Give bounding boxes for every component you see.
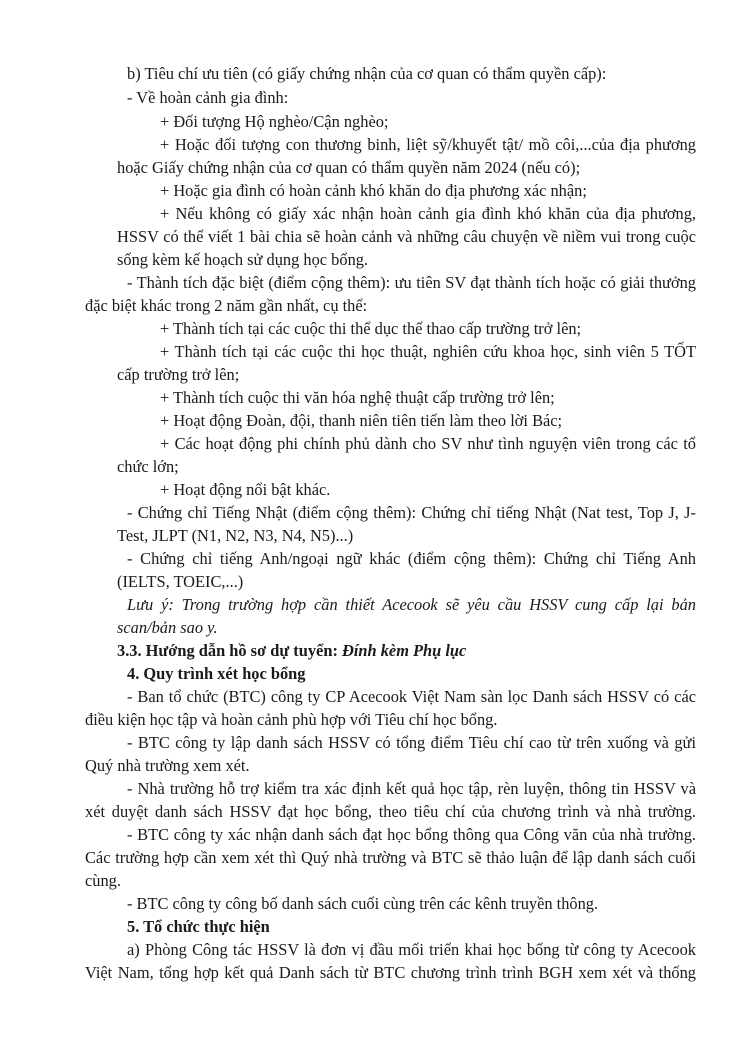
essay-item-cont: HSSV có thể viết 1 bài chia sẽ hoàn cảnh và những câu chuyện về niềm vui trong cuộc (117, 227, 696, 246)
policy-family-item: + Hoặc đối tượng con thương binh, liệt sỹ/khuyết tật/ mồ côi,...của địa phương (160, 135, 696, 154)
ngo-activity-cont: chức lớn; (117, 457, 179, 476)
other-activity-item: + Hoạt động nổi bật khác. (160, 480, 331, 499)
process-step-5: - BTC công ty công bố danh sách cuối cùng trên các kênh truyền thông. (127, 894, 599, 913)
japanese-cert-item: - Chứng chỉ Tiếng Nhật (điểm cộng thêm): Chứng chỉ tiếng Nhật (Nat test, Top J, J- (127, 503, 696, 522)
policy-family-item-cont: hoặc Giấy chứng nhận của cơ quan có thẩm quyền năm 2024 (nếu có); (117, 158, 581, 177)
special-achievement-cont: đặc biệt khác trong 2 năm gần nhất, cụ thể: (85, 296, 368, 315)
process-step-1: - Ban tổ chức (BTC) công ty CP Acecook Việt Nam sàn lọc Danh sách HSSV có các (127, 687, 696, 706)
process-step-1-cont: điều kiện học tập và hoàn cảnh phù hợp với Tiêu chí học bổng. (85, 710, 498, 729)
application-guide-value: Đính kèm Phụ lục (337, 641, 467, 660)
ngo-activity-item: + Các hoạt động phi chính phủ dành cho SV như tình nguyện viên trong các tổ (160, 434, 696, 453)
implementation-item-a-cont: Việt Nam, tổng hợp kết quả Danh sách từ BTC chương trình trình BGH xem xét và thống (85, 963, 696, 982)
sports-achievement-item: + Thành tích tại các cuộc thi thể dục thể thao cấp trường trở lên; (160, 319, 582, 338)
process-step-2-cont: Quý nhà trường xem xét. (85, 756, 250, 775)
note-text-cont: scan/bản sao y. (117, 618, 218, 637)
section-5-heading: 5. Tổ chức thực hiện (127, 917, 270, 936)
process-step-4-end: cùng. (85, 871, 121, 890)
japanese-cert-cont: Test, JLPT (N1, N2, N3, N4, N5)...) (117, 526, 354, 545)
section-4-heading: 4. Quy trình xét học bổng (127, 664, 306, 683)
process-step-4-cont: Các trường hợp cần xem xét thì Quý nhà trường và BTC sẽ thảo luận để lập danh sách cuối (85, 848, 696, 867)
process-step-3: - Nhà trường hỗ trợ kiểm tra xác định kết quả học tập, rèn luyện, thông tin HSSV và (127, 779, 696, 798)
essay-item-end: sống kèm kế hoạch sử dụng học bổng. (117, 250, 369, 269)
application-guide-line (117, 641, 466, 661)
hardship-item: + Hoặc gia đình có hoàn cảnh khó khăn do địa phương xác nhận; (160, 181, 587, 200)
special-achievement-item: - Thành tích đặc biệt (điểm cộng thêm): ưu tiên SV đạt thành tích hoặc có giải thưởng (127, 273, 696, 292)
english-cert-cont: (IELTS, TOEIC,...) (117, 572, 244, 591)
priority-criteria-heading: b) Tiêu chí ưu tiên (có giấy chứng nhận của cơ quan có thẩm quyền cấp): (127, 64, 607, 83)
process-step-4: - BTC công ty xác nhận danh sách đạt học bổng thông qua Công văn của nhà trường. (127, 825, 696, 844)
family-circumstance-item: - Về hoàn cảnh gia đình: (127, 88, 289, 107)
poor-household-item: + Đối tượng Hộ nghèo/Cận nghèo; (160, 112, 389, 131)
note-text: Lưu ý: Trong trường hợp cần thiết Acecook sẽ yêu cầu HSSV cung cấp lại bản (127, 595, 696, 614)
academic-achievement-cont: cấp trường trở lên; (117, 365, 240, 384)
arts-achievement-item: + Thành tích cuộc thi văn hóa nghệ thuật cấp trường trở lên; (160, 388, 555, 407)
implementation-item-a: a) Phòng Công tác HSSV là đơn vị đầu mối triển khai học bổng từ công ty Acecook (127, 940, 696, 959)
academic-achievement-item: + Thành tích tại các cuộc thi học thuật, nghiên cứu khoa học, sinh viên 5 TỐT (160, 342, 696, 361)
process-step-2: - BTC công ty lập danh sách HSSV có tổng điểm Tiêu chí cao từ trên xuống và gửi (127, 733, 696, 752)
union-activity-item: + Hoạt động Đoàn, đội, thanh niên tiên tiến làm theo lời Bác; (160, 411, 563, 430)
english-cert-item: - Chứng chỉ tiếng Anh/ngoại ngữ khác (điểm cộng thêm): Chứng chỉ Tiếng Anh (127, 549, 696, 568)
process-step-3-cont: xét duyệt danh sách HSSV đạt học bổng, theo tiêu chí của chương trình và nhà trường. (85, 802, 696, 821)
application-guide-heading: 3.3. Hướng dẫn hồ sơ dự tuyển: (117, 641, 338, 660)
essay-item: + Nếu không có giấy xác nhận hoàn cảnh gia đình khó khăn của địa phương, (160, 204, 696, 223)
